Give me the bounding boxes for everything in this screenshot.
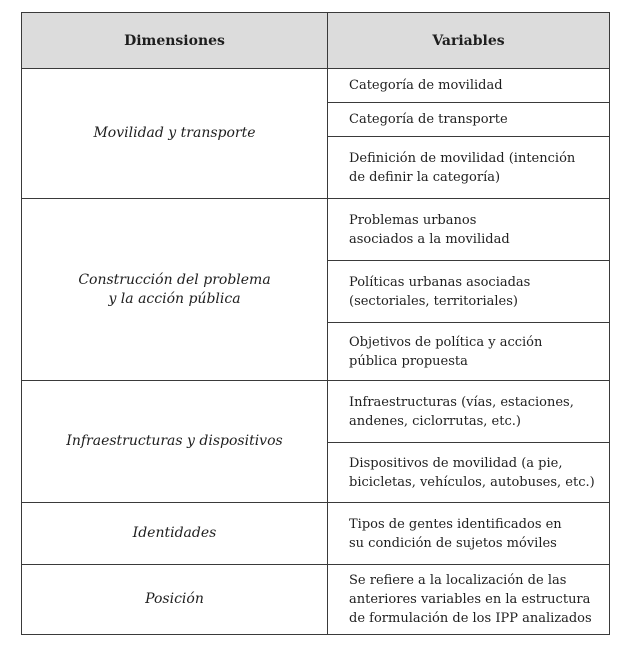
dimension-label: Identidades xyxy=(132,525,217,541)
table-row xyxy=(22,381,610,443)
variable-text: de definir la categoría) xyxy=(349,169,501,185)
variable-cell xyxy=(328,261,610,323)
variable-cell xyxy=(328,443,610,503)
variable-text: Categoría de transporte xyxy=(349,112,508,127)
variable-text: Objetivos de política y acción xyxy=(349,334,543,350)
variable-text: andenes, ciclorrutas, etc.) xyxy=(349,413,521,429)
variable-text: su condición de sujetos móviles xyxy=(349,535,557,551)
variable-text: Políticas urbanas asociadas xyxy=(349,274,531,290)
variable-text: Definición de movilidad (intención xyxy=(349,150,576,166)
variable-text: asociados a la movilidad xyxy=(349,231,510,247)
variable-text: bicicletas, vehículos, autobuses, etc.) xyxy=(349,474,595,490)
variable-text: (sectoriales, territoriales) xyxy=(349,293,518,309)
dimension-label: y la acción pública xyxy=(108,290,241,307)
variable-cell xyxy=(328,381,610,443)
dimension-label: Infraestructuras y dispositivos xyxy=(66,433,283,449)
variable-text: de formulación de los IPP analizados xyxy=(349,611,592,626)
variable-cell xyxy=(328,137,610,199)
variable-text: Tipos de gentes identificados en xyxy=(349,516,562,532)
dimension-cell xyxy=(22,199,328,381)
header-row xyxy=(22,13,610,69)
dimension-cell xyxy=(22,381,328,503)
table-row xyxy=(22,69,610,103)
table-row xyxy=(22,199,610,261)
variable-cell xyxy=(328,323,610,381)
variable-text: Infraestructuras (vías, estaciones, xyxy=(349,394,574,410)
table-row xyxy=(22,503,610,565)
variable-text: Se refiere a la localización de las xyxy=(349,573,567,588)
dimension-label: Construcción del problema xyxy=(78,271,271,288)
header-variables: Variables xyxy=(328,13,610,69)
dimension-cell xyxy=(22,69,328,199)
variable-text: Dispositivos de movilidad (a pie, xyxy=(349,455,563,471)
variable-cell xyxy=(328,503,610,565)
variable-cell xyxy=(328,199,610,261)
variable-text: anteriores variables en la estructura xyxy=(349,592,591,607)
variable-cell xyxy=(328,565,610,635)
dimension-label: Posición xyxy=(145,591,204,607)
variable-cell xyxy=(328,103,610,137)
header-dimensiones: Dimensiones xyxy=(22,13,328,69)
dimension-cell xyxy=(22,503,328,565)
variable-text: Problemas urbanos xyxy=(349,212,477,228)
variable-cell xyxy=(328,69,610,103)
table-row xyxy=(22,565,610,635)
dimension-cell xyxy=(22,565,328,635)
variable-text: Categoría de movilidad xyxy=(349,78,503,93)
variable-text: pública propuesta xyxy=(349,353,468,369)
dimensions-variables-table xyxy=(21,12,610,635)
dimension-label: Movilidad y transporte xyxy=(93,125,256,141)
